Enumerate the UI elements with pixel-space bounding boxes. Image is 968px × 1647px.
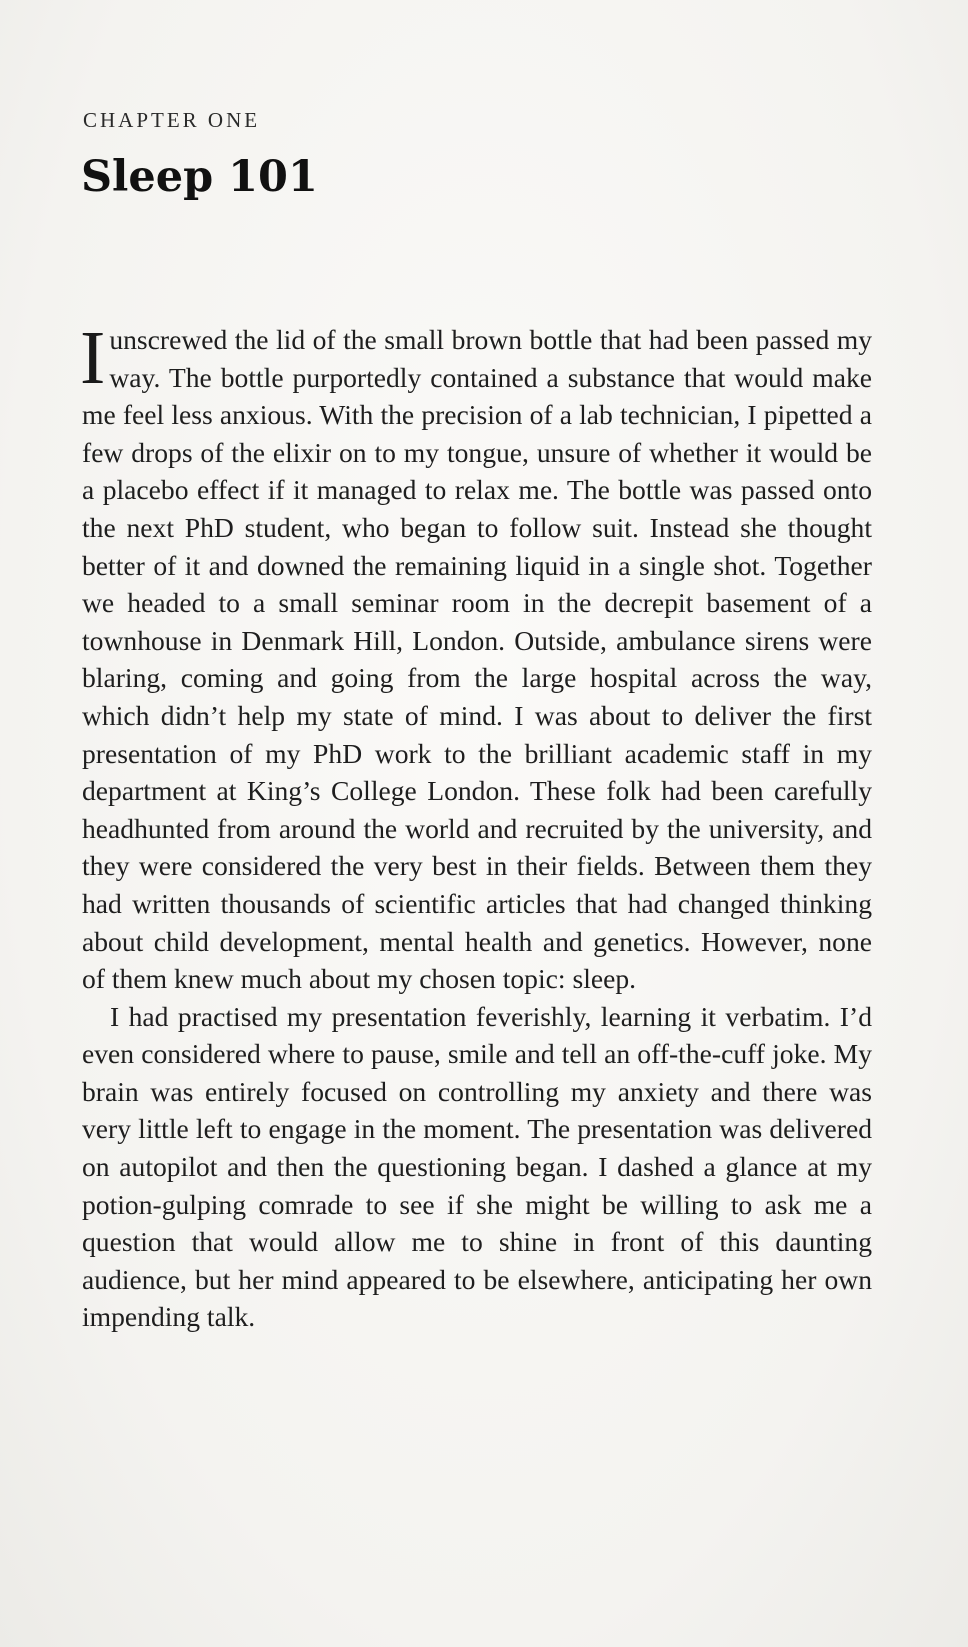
paragraph-1 — [80, 316, 872, 998]
drop-cap: I — [80, 316, 106, 400]
chapter-body — [80, 316, 872, 1336]
paragraph-1-text: unscrewed the lid of the small brown bottle that had been passed my way. The bottle purportedly contained a substance that would make me feel less anxious. With the precision of a lab technician, I pipetted a few drops of the elixir on to my tongue, unsure of whether it would be a placebo effect if it managed to relax me. The bottle was passed onto the next PhD student, who began to follow suit. Instead she thought better of it and downed the remaining liquid in a single shot. Together we headed to a small seminar room in the decrepit basement of a townhouse in Denmark Hill, London. Outside, ambulance sirens were blaring, coming and going from the large hospital across the way, which didn’t help my state of mind. I was about to deliver the first presentation of my PhD work to the brilliant academic staff in my department at King’s College London. These folk had been carefully headhunted from around the world and recruited by the university, and they were considered the very best in their fields. Between them they had written thousands of scientific articles that had changed thinking about child development, mental health and genetics. However, none of them knew much about my chosen topic: sleep. — [82, 324, 872, 995]
chapter-label: CHAPTER ONE — [83, 108, 261, 132]
paragraph-2: I had practised my presentation feverishly, learning it verbatim. I’d even considered where to pause, smile and tell an off-the-cuff joke. My brain was entirely focused on controlling my anxiety and there was very little left to engage in the moment. The presentation was delivered on autopilot and then the questioning began. I dashed a glance at my potion-gulping comrade to see if she might be willing to ask me a question that would allow me to shine in front of this daunting audience, but her mind appeared to be elsewhere, anticipating her own impending talk. — [82, 1000, 872, 1333]
chapter-title: Sleep 101 — [81, 152, 318, 202]
